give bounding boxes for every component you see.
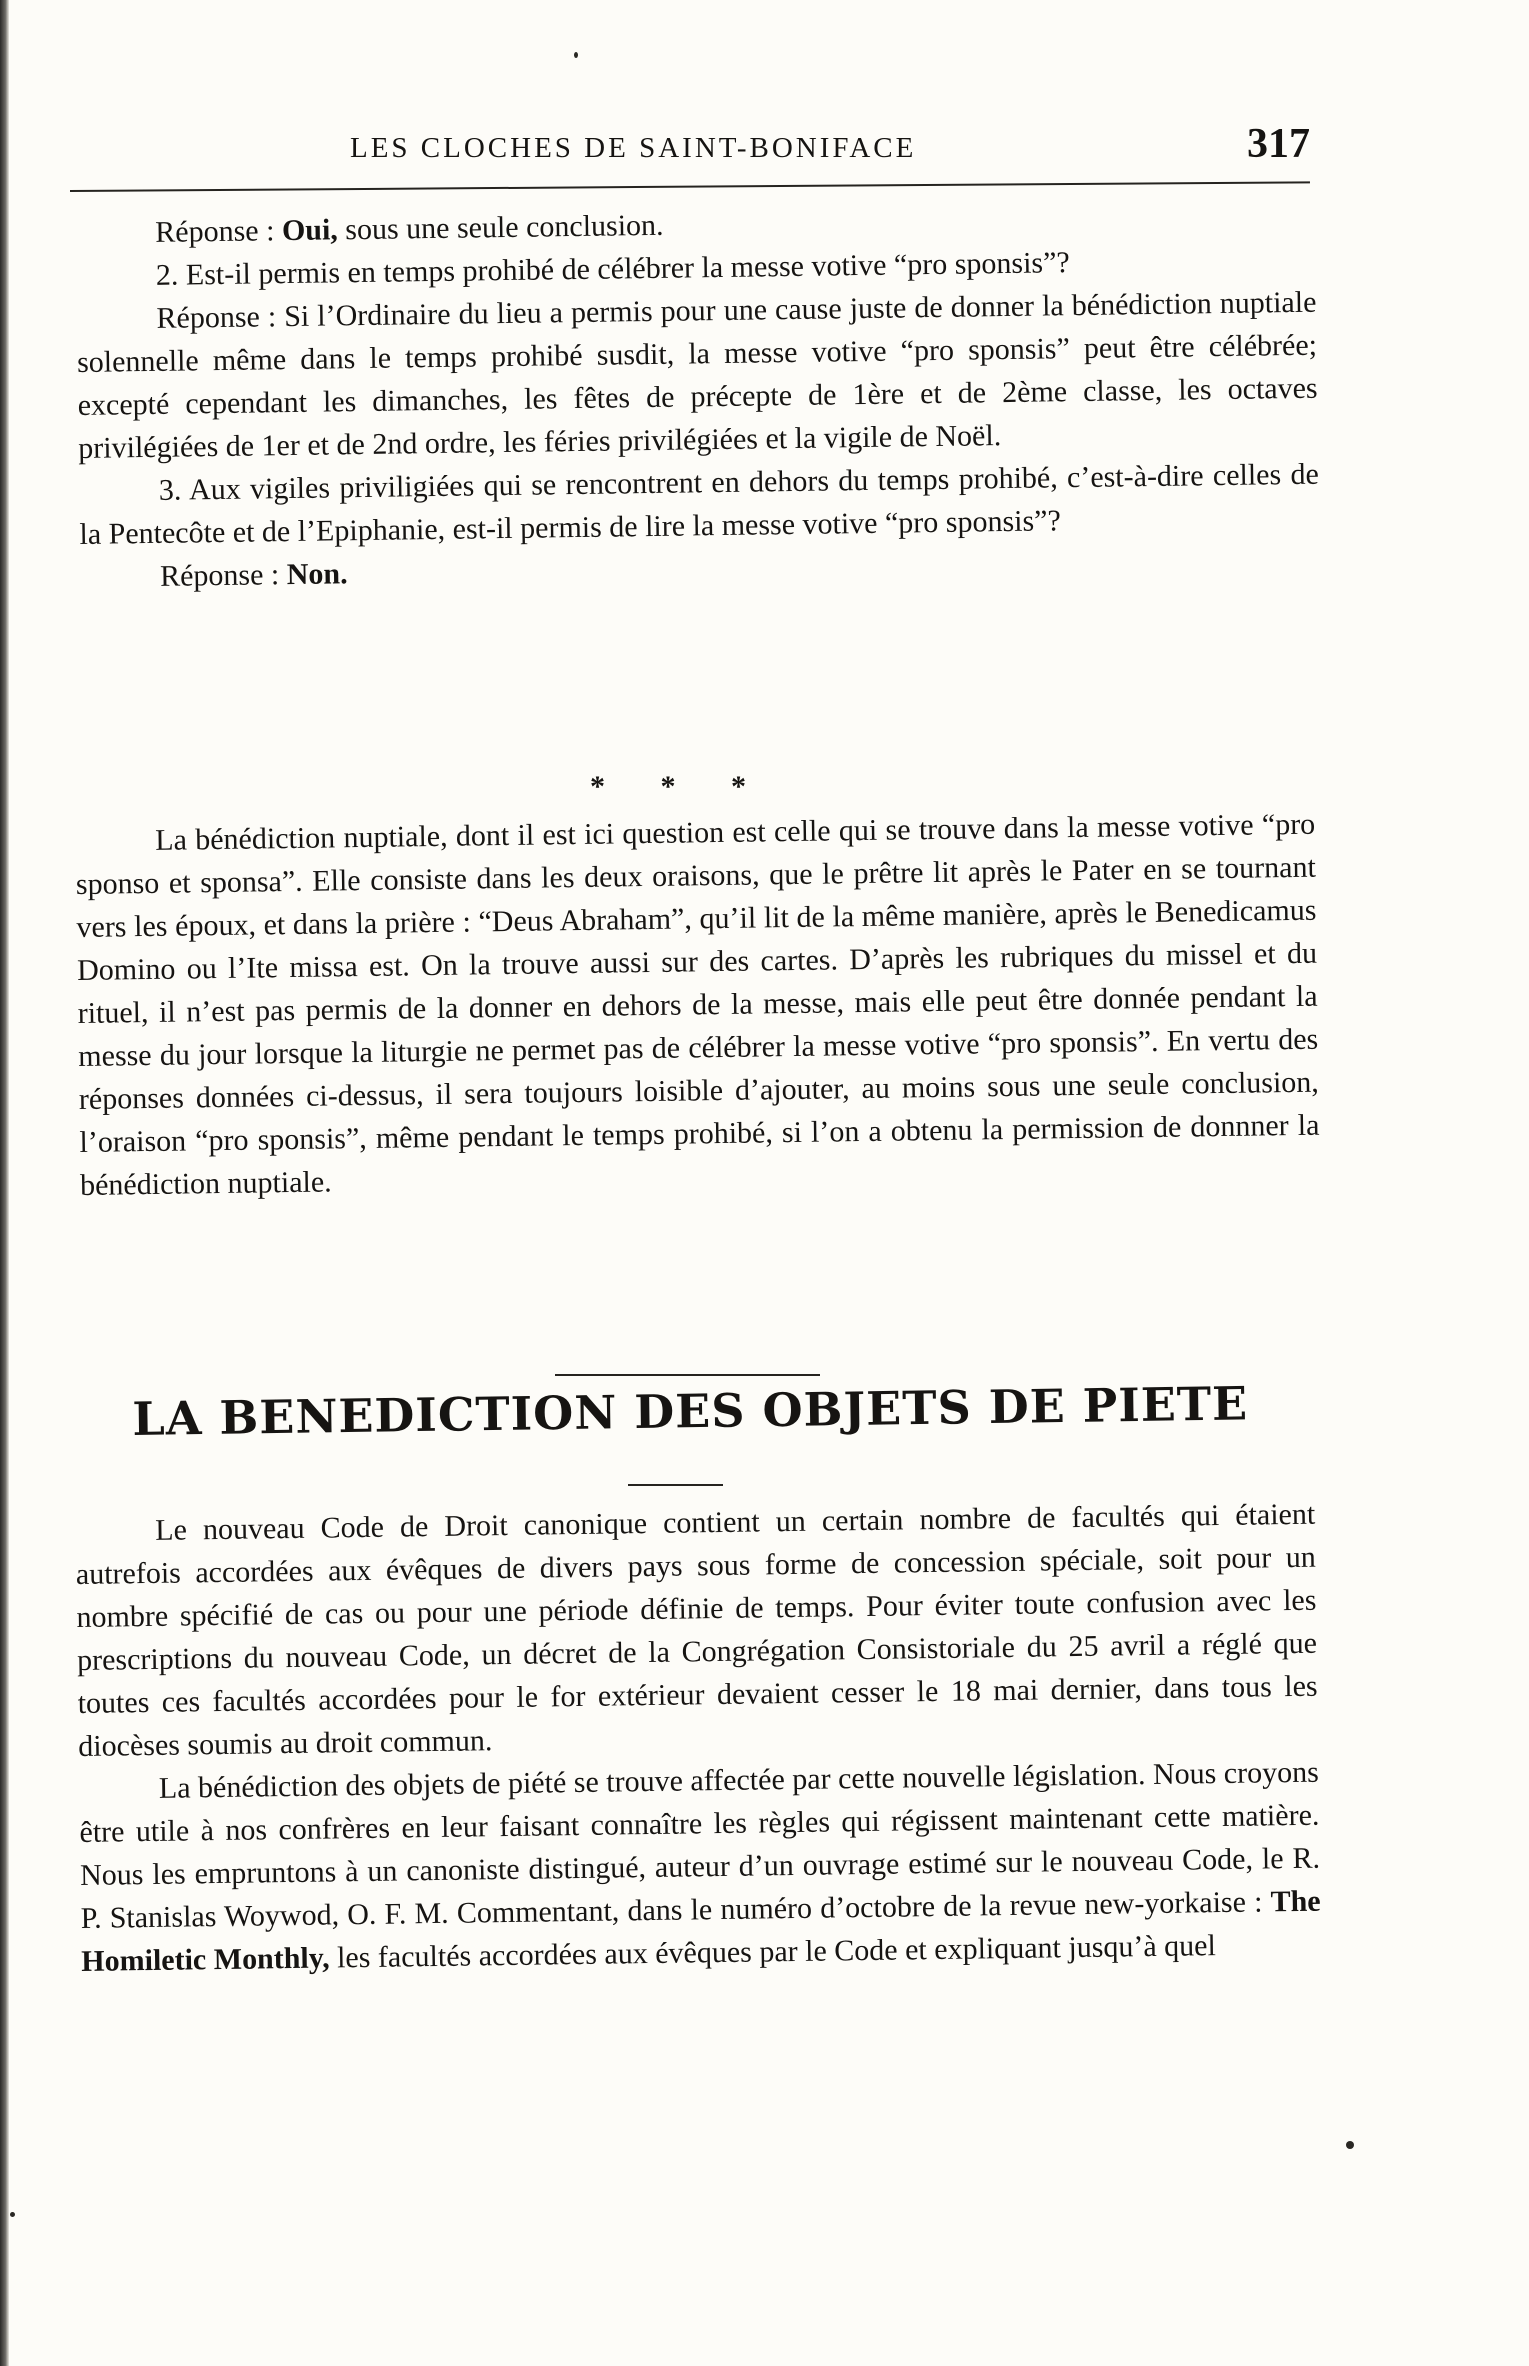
- section-heading: LA BENEDICTION DES OBJETS DE PIETE: [132, 1376, 1249, 1446]
- section-bottom-rule: [628, 1484, 723, 1486]
- answer-2-text: Si l’Ordinaire du lieu a permis pour une cause juste de donner la bénédiction nuptiale solennelle même dans le temps prohibé susdit, la messe votive “pro sponsis” peut être célébrée; excepté cependant les dimanches, les fêtes de précepte de 1ère et de 2ème classe, les octaves privilégiées de 1er et de 2nd ordre, les féries privilégiées et la vigile de Noël.: [76, 285, 1318, 465]
- running-title: LES CLOCHES DE SAINT-BONIFACE: [350, 132, 917, 164]
- benediction-paragraph-block: [75, 803, 1320, 1207]
- answer-1-value: Oui,: [281, 213, 339, 248]
- running-head: [70, 120, 1310, 180]
- ink-speck: [574, 52, 578, 58]
- answer-1-label: Réponse :: [155, 214, 283, 249]
- page-number: 317: [1247, 121, 1310, 167]
- question-2: 2. Est-il permis en temps prohibé de célébrer la messe votive “pro sponsis”?: [155, 246, 1070, 292]
- section-paragraph-2-start: La bénédiction des objets de piété se trouve affectée par cette nouvelle législation. Nous croyons être utile à nos confrères en leur faisant connaître les règles qui régissent maintenant cette matière. Nous les empruntons à un canoniste distingué, auteur d’un ouvrage estimé sur le nouveau Code, le R. P. Stanislas Woywod, O. F. M. Commentant, dans le numéro d’octobre de la revue new-yorkaise :: [79, 1755, 1321, 1935]
- journal-name: The Homiletic Monthly,: [81, 1884, 1321, 1978]
- header-rule: [70, 181, 1310, 192]
- answer-3-label: Réponse :: [159, 558, 287, 593]
- section-top-rule: [555, 1374, 820, 1376]
- section-body: [75, 1493, 1321, 1983]
- answer-1-rest: sous une seule conclusion.: [337, 208, 664, 247]
- answer-3-value: Non.: [286, 557, 348, 592]
- ink-speck: [10, 2212, 15, 2217]
- section-paragraph-1: Le nouveau Code de Droit canonique contient un certain nombre de facultés qui étaient autrefois accordées aux évêques de divers pays sous forme de concession spéciale, soit pour un nombre spécifié de cas ou pour une période définie de temps. Pour éviter toute confusion avec les prescriptions du nouveau Code, un décret de la Congrégation Consistoriale du 25 avril a réglé que toutes ces facultés accordées pour le for extérieur devaient cesser le 18 mai dernier, dans tous les diocèses soumis au droit commun.: [75, 1497, 1318, 1763]
- question-3: 3. Aux vigiles priviligiées qui se rencontrent en dehors du temps prohibé, c’est-à-dire celles de la Pentecôte et de l’Epiphanie, est-il permis de lire la messe votive “pro sponsis”?: [79, 457, 1320, 551]
- qa-section: [75, 195, 1320, 599]
- separator-stars: * * *: [590, 770, 770, 803]
- answer-2-label: Réponse :: [156, 300, 285, 335]
- section-paragraph-2-end: les facultés accordées aux évêques par le Code et expliquant jusqu’à quel: [329, 1929, 1217, 1975]
- ink-speck: [1346, 2141, 1354, 2149]
- page-edge-shadow: [0, 0, 9, 2366]
- answer-2: [76, 281, 1318, 470]
- section-paragraph-2: [79, 1751, 1322, 1983]
- benediction-paragraph: La bénédiction nuptiale, dont il est ici question est celle qui se trouve dans la messe votive “pro sponso et sponsa”. Elle consiste dans les deux oraisons, que le prêtre lit après le Pater en se tournant vers les époux, et dans la prière : “Deus Abraham”, qu’il lit de la même manière, après le Benedicamus Domino ou l’Ite missa est. On la trouve aussi sur des cartes. D’après les rubriques du missel et du rituel, il n’est pas permis de la donner en dehors de la messe, mais elle peut être donnée pendant la messe du jour lorsque la liturgie ne permet pas de célébrer la messe votive “pro sponsis”. En vertu des réponses données ci-dessus, il sera toujours loisible d’ajouter, au moins sous une seule conclusion, l’oraison “pro sponsis”, même pendant le temps prohibé, si l’on a obtenu la permission de donnner la bénédiction nuptiale.: [75, 807, 1320, 1202]
